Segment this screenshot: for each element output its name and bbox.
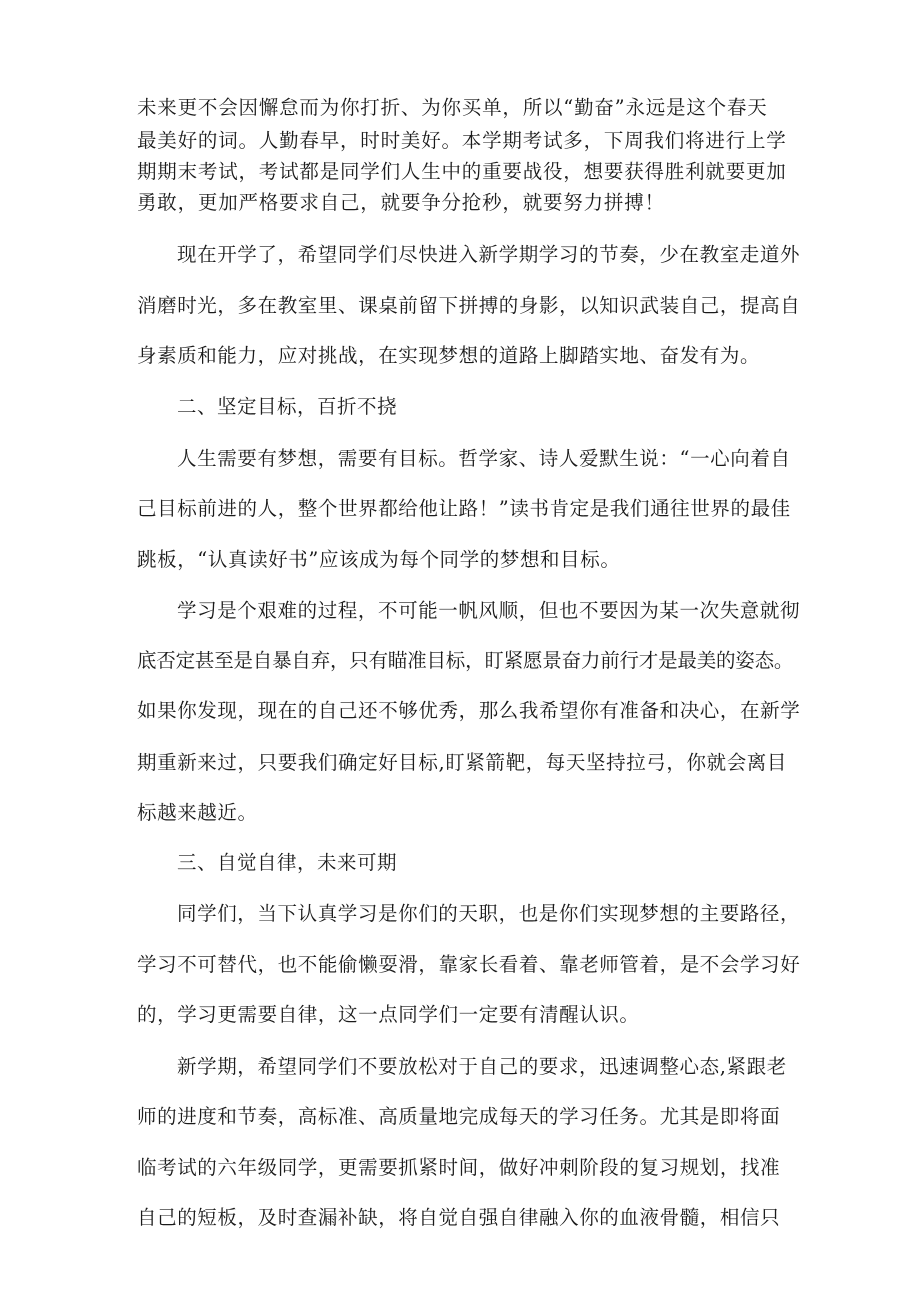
text-line: 标越来越近。 bbox=[137, 801, 258, 824]
text-line: 学习是个艰难的过程，不可能一帆风顺，但也不要因为某一次失意就彻 bbox=[177, 599, 801, 622]
text-line: 的，学习更需要自律，这一点同学们一定要有清醒认识。 bbox=[137, 1003, 640, 1026]
text-line: 未来更不会因懈怠而为你打折、为你买单，所以“勤奋”永远是这个春天 bbox=[137, 96, 768, 119]
text-line: 消磨时光，多在教室里、课桌前留下拼搏的身影，以知识武装自己，提高自 bbox=[137, 294, 801, 317]
section-heading: 三、自觉自律，未来可期 bbox=[177, 851, 398, 874]
text-line: 临考试的六年级同学，更需要抓紧时间，做好冲刺阶段的复习规划，找准 bbox=[137, 1156, 781, 1179]
text-line: 自己的短板，及时查漏补缺，将自觉自强自律融入你的血液骨髓，相信只 bbox=[137, 1206, 781, 1229]
text-line: 最美好的词。人勤春早，时时美好。本学期考试多，下周我们将进行上学 bbox=[137, 129, 787, 152]
text-line: 身素质和能力，应对挑战，在实现梦想的道路上脚踏实地、奋发有为。 bbox=[137, 344, 761, 367]
text-line: 勇敢，更加严格要求自己，就要争分抢秒，就要努力拼搏！ bbox=[137, 191, 665, 214]
text-line: 如果你发现，现在的自己还不够优秀，那么我希望你有准备和决心，在新学 bbox=[137, 699, 801, 722]
text-line: 现在开学了，希望同学们尽快进入新学期学习的节奏，少在教室走道外 bbox=[177, 243, 801, 266]
text-line: 跳板，“认真读好书”应该成为每个同学的梦想和目标。 bbox=[137, 548, 621, 571]
section-heading: 二、坚定目标，百折不挠 bbox=[177, 395, 398, 418]
text-line: 己目标前进的人，整个世界都给他让路！”读书肯定是我们通往世界的最佳 bbox=[137, 497, 791, 520]
text-line: 期期末考试，考试都是同学们人生中的重要战役，想要获得胜利就要更加 bbox=[137, 160, 787, 183]
text-line: 期重新来过，只要我们确定好目标,盯紧箭靶，每天坚持拉弓，你就会离目 bbox=[137, 751, 787, 774]
text-line: 学习不可替代，也不能偷懒耍滑，靠家长看着、靠老师管着，是不会学习好 bbox=[137, 953, 801, 976]
text-line: 同学们，当下认真学习是你们的天职，也是你们实现梦想的主要路径， bbox=[177, 902, 801, 925]
text-line: 底否定甚至是自暴自弃，只有瞄准目标，盯紧愿景奋力前行才是最美的姿态。 bbox=[137, 649, 794, 672]
text-line: 师的进度和节奏，高标准、高质量地完成每天的学习任务。尤其是即将面 bbox=[137, 1105, 781, 1128]
text-line: 人生需要有梦想，需要有目标。哲学家、诗人爱默生说：“一心向着自 bbox=[177, 447, 791, 470]
text-line: 新学期，希望同学们不要放松对于自己的要求，迅速调整心态,紧跟老 bbox=[177, 1055, 787, 1078]
